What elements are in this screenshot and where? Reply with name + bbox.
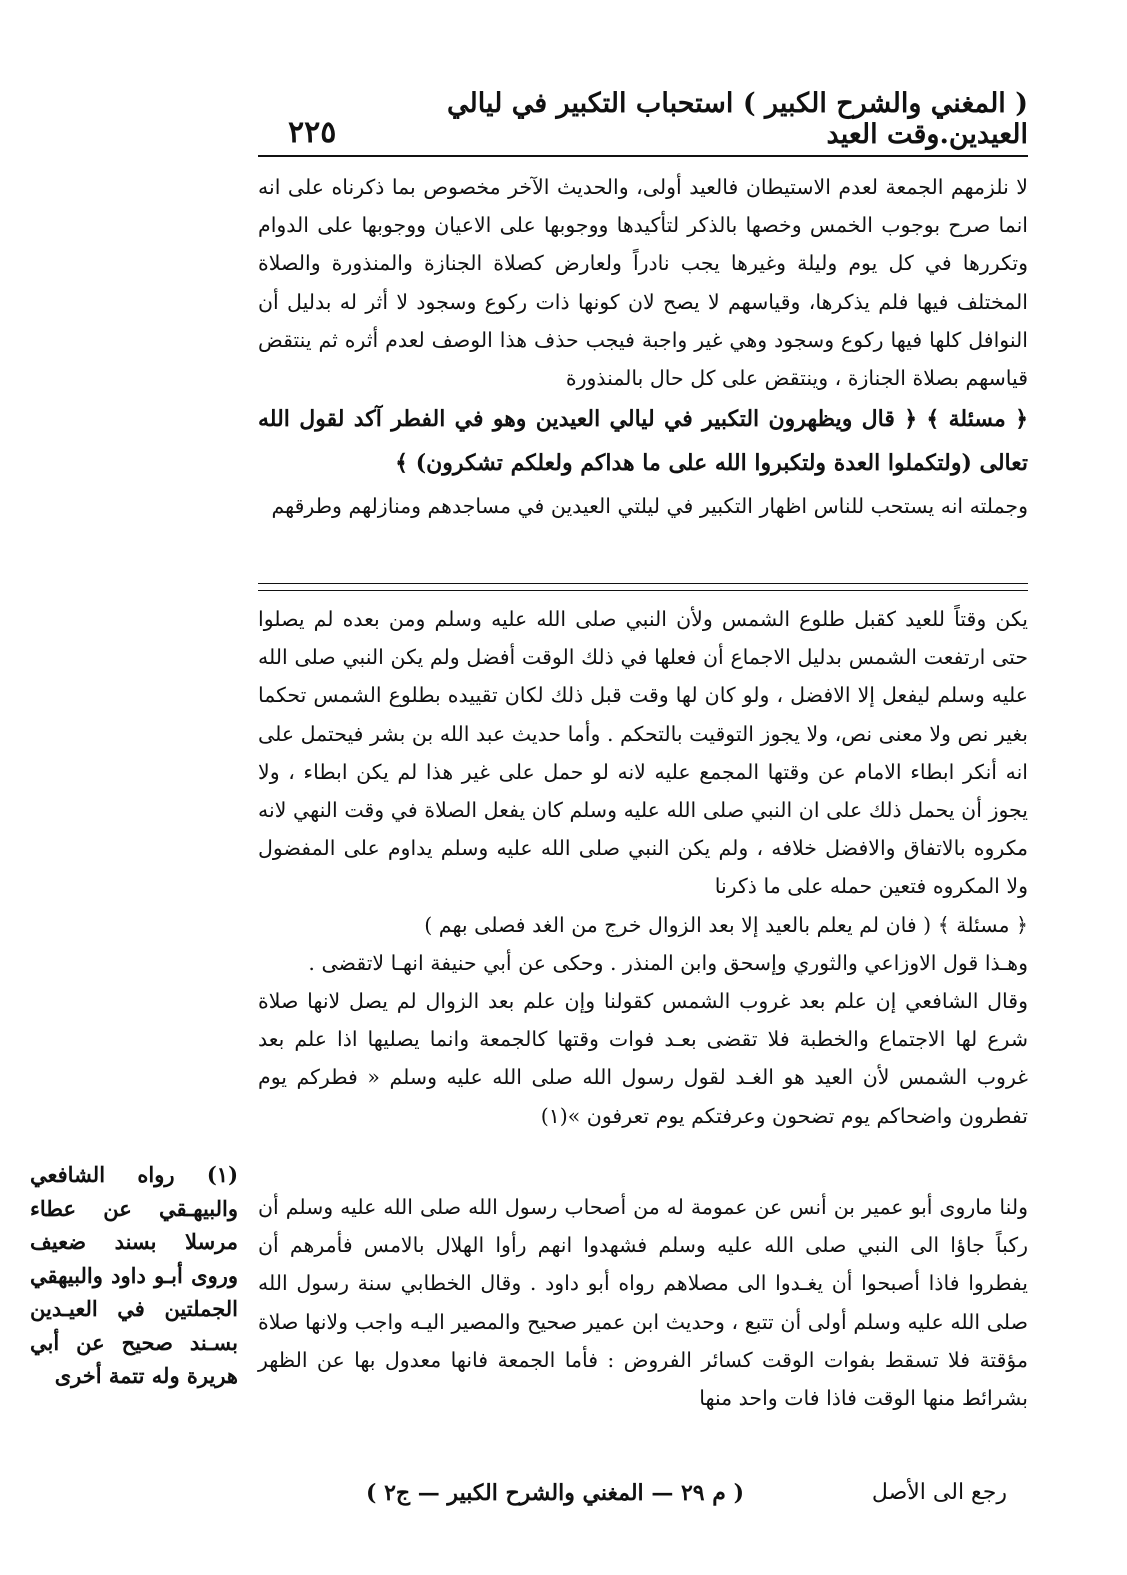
page-footer: ( م ٢٩ — المغني والشرح الكبير — ج٢ ) — [366, 1480, 744, 1506]
page-header — [258, 88, 1028, 150]
lower-text-2 — [258, 1188, 1028, 1417]
upper-paragraph: لا نلزمهم الجمعة لعدم الاستيطان فالعيد أولى، والحديث الآخر مخصوص بما ذكرناه على انه انما صرح بوجوب الخمس وخصها بالذكر لتأكيدها ووجوبها على الاعيان ووجوبها على الدوام وتكررها في كل يوم وليلة وغيرها يجب نادراً ولعارض كصلاة الجنازة والمنذورة والصلاة المختلف فيها فلم يذكرها، وقياسهم لا يصح لان كونها ذات ركوع وسجود لا أثر له بدليل أن النوافل كلها فيها ركوع وسجود وهي غير واجبة فيجب حذف هذا الوصف لعدم أثره ثم ينتقض قياسهم بصلاة الجنازة ، وينتقض على كل حال بالمنذورة — [258, 175, 1028, 391]
masala-heading: ﴿ مسئلة ﴾ ﴿ قال ويظهرون التكبير في ليالي العيدين وهو في الفطر آكد لقول الله تعالى (ولتكملوا العدة ولتكبروا الله على ما هداكم ولعلكم تشكرون) ﴾ — [258, 406, 1028, 477]
lower-paragraph-2: وهـذا قول الاوزاعي والثوري وإسحق وابن المنذر . وحكى عن أبي حنيفة انهـا لاتقضى . — [308, 950, 1028, 975]
divider-rule-2 — [258, 590, 1028, 591]
page-number: ٢٢٥ — [288, 115, 337, 150]
running-title: ( المغني والشرح الكبير ) استحباب التكبير في ليالي العيدين.وقت العيد — [447, 88, 1028, 150]
header-rule — [258, 155, 1028, 157]
last-line: رجع الى الأصل — [871, 1480, 1007, 1505]
divider-rule-1 — [258, 583, 1028, 584]
upper-text — [258, 168, 1028, 525]
lower-paragraph-4: ولنا ماروى أبو عمير بن أنس عن عمومة له من أصحاب رسول الله صلى الله عليه وسلم أن ركباً جاؤا الى النبي صلى الله عليه وسلم فشهدوا انهم رأوا الهلال بالامس فأمرهم أن يفطروا فاذا أصبحوا أن يغـدوا الى مصلاهم رواه أبو داود . وقال الخطابي سنة رسول الله صلى الله عليه وسلم أولى أن تتبع ، وحديث ابن عمير صحيح والمصير اليـه واجب ولانها صلاة مؤقتة فلا تسقط بفوات الوقت كسائر الفروض : فأما الجمعة فانها معدول بها عن الظهر بشرائط منها الوقت فاذا فات واحد منها — [258, 1195, 1028, 1411]
lower-text — [258, 600, 1028, 1135]
lower-paragraph-1: يكن وقتاً للعيد كقبل طلوع الشمس ولأن النبي صلى الله عليه وسلم ومن بعده لم يصلوا حتى ارتفعت الشمس بدليل الاجماع أن فعلها في ذلك الوقت أفضل ولم يكن النبي صلى الله عليه وسلم ليفعل إلا الافضل ، ولو كان لها وقت قبل ذلك لكان تقييده بطلوع الشمس تحكما بغير نص ولا معنى نص، ولا يجوز التوقيت بالتحكم . وأما حديث عبد الله بن بشر فيحتمل على انه أنكر ابطاء الامام عن وقتها المجمع عليه لانه لو حمل على غير هذا لم يكن ابطاء ، ولا يجوز أن يحمل ذلك على ان النبي صلى الله عليه وسلم كان يفعل الصلاة في وقت النهي لانه مكروه بالاتفاق والافضل خلافه ، ولم يكن النبي صلى الله عليه وسلم يداوم على المفضول ولا المكروه فتعين حمله على ما ذكرنا — [258, 607, 1028, 899]
side-footnote: (١) رواه الشافعي والبيهـقي عن عطاء مرسلا بسند ضعيف وروى أبـو داود والبيهقي الجملتين في العيـدين بسـند صحيح عن أبي هريرة وله تتمة أخرى — [30, 1162, 238, 1388]
masala-2: ﴿ مسئلة ﴾ ( فان لم يعلم بالعيد إلا بعد الزوال خرج من الغد فصلى بهم ) — [424, 912, 1028, 937]
upper-last-line: وجملته انه يستحب للناس اظهار التكبير في ليلتي العيدين في مساجدهم ومنازلهم وطرقهم — [271, 494, 1028, 519]
lower-paragraph-3: وقال الشافعي إن علم بعد غروب الشمس كقولنا وإن علم بعد الزوال لم يصل لانها صلاة شرع لها الاجتماع والخطبة فلا تقضى بعـد فوات وقتها كالجمعة وانما يصليها اذا علم بعد غروب الشمس لأن العيد هو الغـد لقول رسول الله صلى الله عليه وسلم « فطركم يوم تفطرون واضحاكم يوم تضحون وعرفتكم يوم تعرفون »(١) — [258, 989, 1028, 1128]
